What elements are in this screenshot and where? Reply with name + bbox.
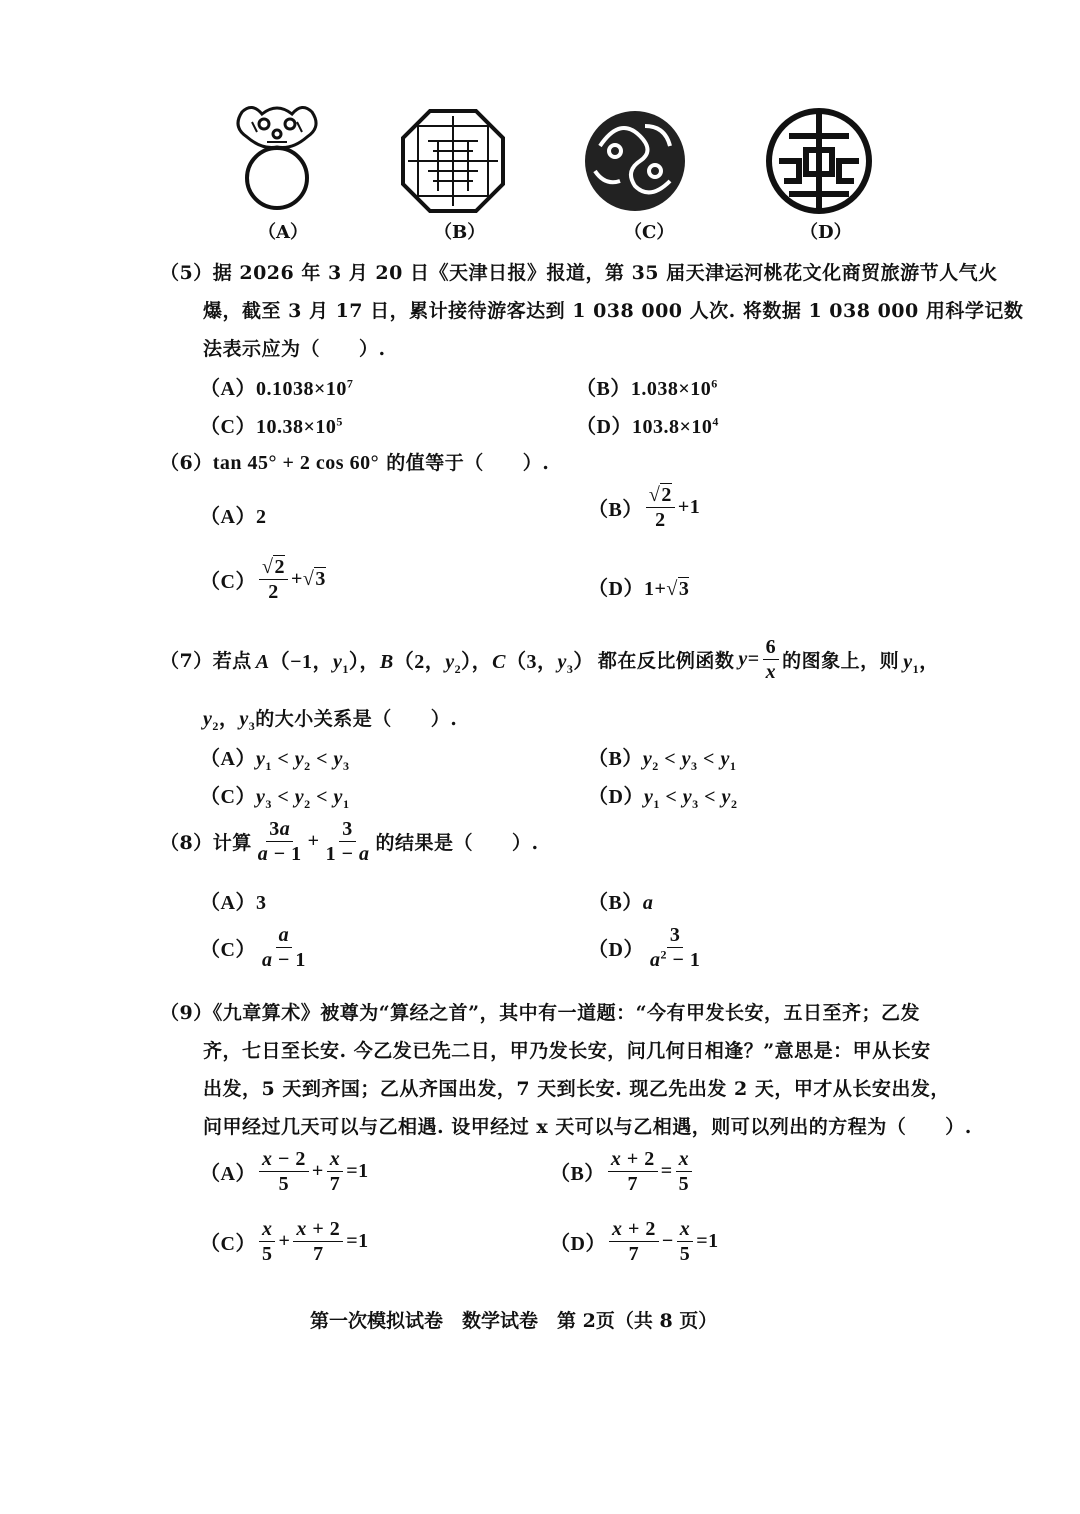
q8-text-post: 的结果是（ ）. bbox=[375, 832, 539, 854]
q7-option-c[interactable]: $(C)y_3 < y_2 < y_1$ bbox=[200, 786, 350, 811]
double-happiness-window-icon bbox=[398, 106, 508, 216]
q9-line2: 齐，七日至长安. 今乙发已先二日，甲乃发长安，问几何日相逢？”意思是：甲从长安 bbox=[203, 1040, 931, 1062]
q8-option-a[interactable] bbox=[200, 886, 266, 915]
q7-text-mid: 都在反比例函数 bbox=[597, 650, 735, 672]
q7-line2-text: 的大小关系是（ ）. bbox=[255, 708, 458, 730]
q9-option-c[interactable]: （C） $\frac{x}{5}$ + $\frac{x + 2}{7}$ =1 bbox=[200, 1218, 369, 1265]
q8-option-b-value: a bbox=[642, 892, 654, 914]
q9-b-frac-2: $\frac{x}{5}$ bbox=[676, 1148, 693, 1195]
q7-function: y= bbox=[738, 648, 760, 670]
q9-number: （9） bbox=[160, 1002, 213, 1024]
q5-option-c[interactable]: $(C)10.38\times 10^5$ bbox=[200, 414, 343, 438]
q6-option-a-value: 2 bbox=[255, 506, 267, 528]
q8-stem: （8） 计算 $\frac{3a}{a - 1}$ + $\frac{3}{1 - a}$ 的结果是（ ）. bbox=[160, 818, 539, 865]
q5-option-a-exponent: 7 bbox=[346, 376, 354, 391]
page-footer: 第一次模拟试卷 数学试卷 第 2页（共 8 页） bbox=[310, 1310, 718, 1332]
q5-option-c-exponent: 5 bbox=[336, 414, 343, 429]
q7-option-b-label: （B） bbox=[588, 748, 643, 770]
q8-option-d[interactable] bbox=[588, 924, 706, 971]
q6-expression: tan 45° + 2 cos 60° bbox=[212, 452, 380, 474]
q8-option-c-label: （C） bbox=[200, 939, 256, 961]
q8-number: （8） bbox=[160, 832, 213, 854]
q9-a-frac-2: $\frac{x}{7}$ bbox=[327, 1148, 344, 1195]
q6-option-c-fraction: $\frac{√2}{2}$ bbox=[259, 556, 288, 603]
q7-option-c-label: （C） bbox=[200, 786, 256, 808]
q5-option-a-mantissa: 0.1038 bbox=[255, 378, 314, 400]
q8-option-b[interactable] bbox=[588, 886, 653, 915]
figure-c-label: （C） bbox=[624, 222, 675, 243]
q7-text-pre: 若点 bbox=[212, 650, 252, 672]
q9-line3: 出发，5 天到齐国；乙从齐国出发，7 天到长安. 现乙先出发 2 天，甲才从长安出发， bbox=[203, 1078, 950, 1100]
q8-option-d-fraction: $\frac{3}{a^2 - 1}$ bbox=[649, 924, 701, 971]
q5-option-b-mantissa: 1.038 bbox=[630, 378, 679, 400]
q7-line1: （7） 若点 A（−1，$y_1$），B（2，$y_2$），C（3，$y_3$） 都在反比例函数 y= $\frac{6}{x}$ 的图象上，则 $y_1$， bbox=[160, 636, 940, 683]
q5-option-d-exponent: 4 bbox=[712, 414, 719, 429]
figure-a bbox=[222, 102, 332, 216]
q8-option-a-label: （A） bbox=[200, 892, 256, 914]
q6-stem bbox=[160, 448, 549, 475]
q7-points: A（−1，$y_1$），B（2，$y_2$），C（3，$y_3$） bbox=[255, 651, 594, 676]
figure-b bbox=[398, 106, 508, 220]
q5-option-c-label: （C） bbox=[200, 416, 256, 438]
q6-option-a-label: （A） bbox=[200, 506, 256, 528]
q8-text-pre: 计算 bbox=[212, 832, 252, 854]
q5-option-c-mantissa: 10.38 bbox=[255, 416, 304, 438]
figure-d-label: （D） bbox=[800, 222, 852, 243]
q9-option-b-label: （B） bbox=[550, 1163, 605, 1185]
figure-b-label: （B） bbox=[434, 222, 486, 243]
longevity-symbol-icon bbox=[764, 106, 874, 216]
q8-option-d-label: （D） bbox=[588, 939, 644, 961]
q6-stem-text: 的值等于（ ）. bbox=[379, 452, 550, 474]
q8-option-b-label: （B） bbox=[588, 892, 643, 914]
q5-option-d-mantissa: 103.8 bbox=[631, 416, 680, 438]
q6-option-b-fraction: $\frac{√2}{2}$ bbox=[646, 484, 675, 531]
q9-c-frac-1: $\frac{x}{5}$ bbox=[259, 1218, 276, 1265]
q9-c-frac-2: $\frac{x + 2}{7}$ bbox=[293, 1218, 343, 1265]
q9-b-frac-1: $\frac{x + 2}{7}$ bbox=[608, 1148, 658, 1195]
q5-option-a[interactable]: $(A)0.1038\times 10^7$ bbox=[200, 376, 354, 400]
q9-option-d-label: （D） bbox=[550, 1233, 606, 1255]
q9-line4: 问甲经过几天可以与乙相遇. 设甲经过 x 天可以与乙相遇，则可以列出的方程为（ ）. bbox=[203, 1116, 972, 1138]
q9-text-1: 《九章算术》被尊为“算经之首”，其中有一道题：“今有甲发长安，五日至齐；乙发 bbox=[212, 1002, 921, 1024]
q5-option-b[interactable]: $(B)1.038\times 10^6$ bbox=[576, 376, 718, 400]
q9-option-d[interactable]: （D） $\frac{x + 2}{7}$ − $\frac{x}{5}$ =1 bbox=[550, 1218, 719, 1265]
figure-c bbox=[580, 106, 690, 220]
figure-a-label: （A） bbox=[258, 222, 308, 243]
q5-line3: 法表示应为（ ）. bbox=[203, 338, 386, 360]
q5-line1 bbox=[160, 258, 998, 285]
q6-option-c[interactable]: （C） $\frac{√2}{2}$ +√3 bbox=[200, 556, 326, 603]
q9-line1 bbox=[160, 998, 920, 1025]
q7-option-d[interactable]: $(D)y_1 < y_3 < y_2$ bbox=[588, 786, 738, 811]
q5-option-b-exponent: 6 bbox=[711, 376, 718, 391]
q7-number: （7） bbox=[160, 650, 213, 672]
q9-option-b[interactable]: （B） $\frac{x + 2}{7}$ = $\frac{x}{5}$ bbox=[550, 1148, 695, 1195]
q9-option-c-label: （C） bbox=[200, 1233, 256, 1255]
q8-fraction-2: $\frac{3}{1 - a}$ bbox=[325, 818, 370, 865]
q8-fraction-1: $\frac{3a}{a - 1}$ bbox=[257, 818, 302, 865]
q8-option-a-value: 3 bbox=[255, 892, 267, 914]
q6-option-d[interactable]: （D）1+√3 bbox=[588, 578, 690, 600]
q9-d-frac-2: $\frac{x}{5}$ bbox=[677, 1218, 694, 1265]
q5-option-d[interactable]: $(D)103.8\times 10^4$ bbox=[576, 414, 719, 438]
q9-option-a-label: （A） bbox=[200, 1163, 256, 1185]
q6-option-c-label: （C） bbox=[200, 571, 256, 593]
q5-line2: 爆，截至 3 月 17 日，累计接待游客达到 1 038 000 人次. 将数据 1 038 000 用科学记数 bbox=[203, 300, 1024, 322]
q5-option-a-label: （A） bbox=[200, 378, 256, 400]
q5-option-d-label: （D） bbox=[576, 416, 632, 438]
swirl-cloud-icon bbox=[580, 106, 690, 216]
q7-option-a-label: （A） bbox=[200, 748, 256, 770]
q7-option-b[interactable]: $(B)y_2 < y_3 < y_1$ bbox=[588, 748, 737, 773]
q7-line2: $y_2$，$y_3$的大小关系是（ ）. bbox=[203, 708, 458, 733]
q9-a-frac-1: $\frac{x - 2}{5}$ bbox=[259, 1148, 309, 1195]
q6-number: （6） bbox=[160, 452, 213, 474]
q9-option-a[interactable]: （A） $\frac{x - 2}{5}$ + $\frac{x}{7}$ =1 bbox=[200, 1148, 369, 1195]
q5-number: （5） bbox=[160, 262, 213, 284]
q6-option-b[interactable]: （B） $\frac{√2}{2}$ +1 bbox=[588, 484, 701, 531]
q8-option-c-fraction: $\frac{a}{a - 1}$ bbox=[261, 924, 306, 971]
q7-option-d-label: （D） bbox=[588, 786, 644, 808]
q6-option-d-label: （D） bbox=[588, 578, 644, 600]
q7-function-fraction: $\frac{6}{x}$ bbox=[763, 636, 780, 683]
q5-option-b-label: （B） bbox=[576, 378, 631, 400]
q5-text-1: 据 2026 年 3 月 20 日《天津日报》报道，第 35 届天津运河桃花文化商贸旅游节人气火 bbox=[212, 262, 998, 284]
q6-option-a[interactable] bbox=[200, 500, 266, 529]
q9-d-frac-1: $\frac{x + 2}{7}$ bbox=[609, 1218, 659, 1265]
q7-option-a[interactable]: $(A)y_1 < y_2 < y_3$ bbox=[200, 748, 350, 773]
lion-knocker-icon bbox=[222, 102, 332, 212]
q8-option-c[interactable] bbox=[200, 924, 312, 971]
q6-option-b-label: （B） bbox=[588, 499, 643, 521]
q7-text-post: 的图象上，则 bbox=[782, 650, 900, 672]
figure-d bbox=[764, 106, 874, 220]
